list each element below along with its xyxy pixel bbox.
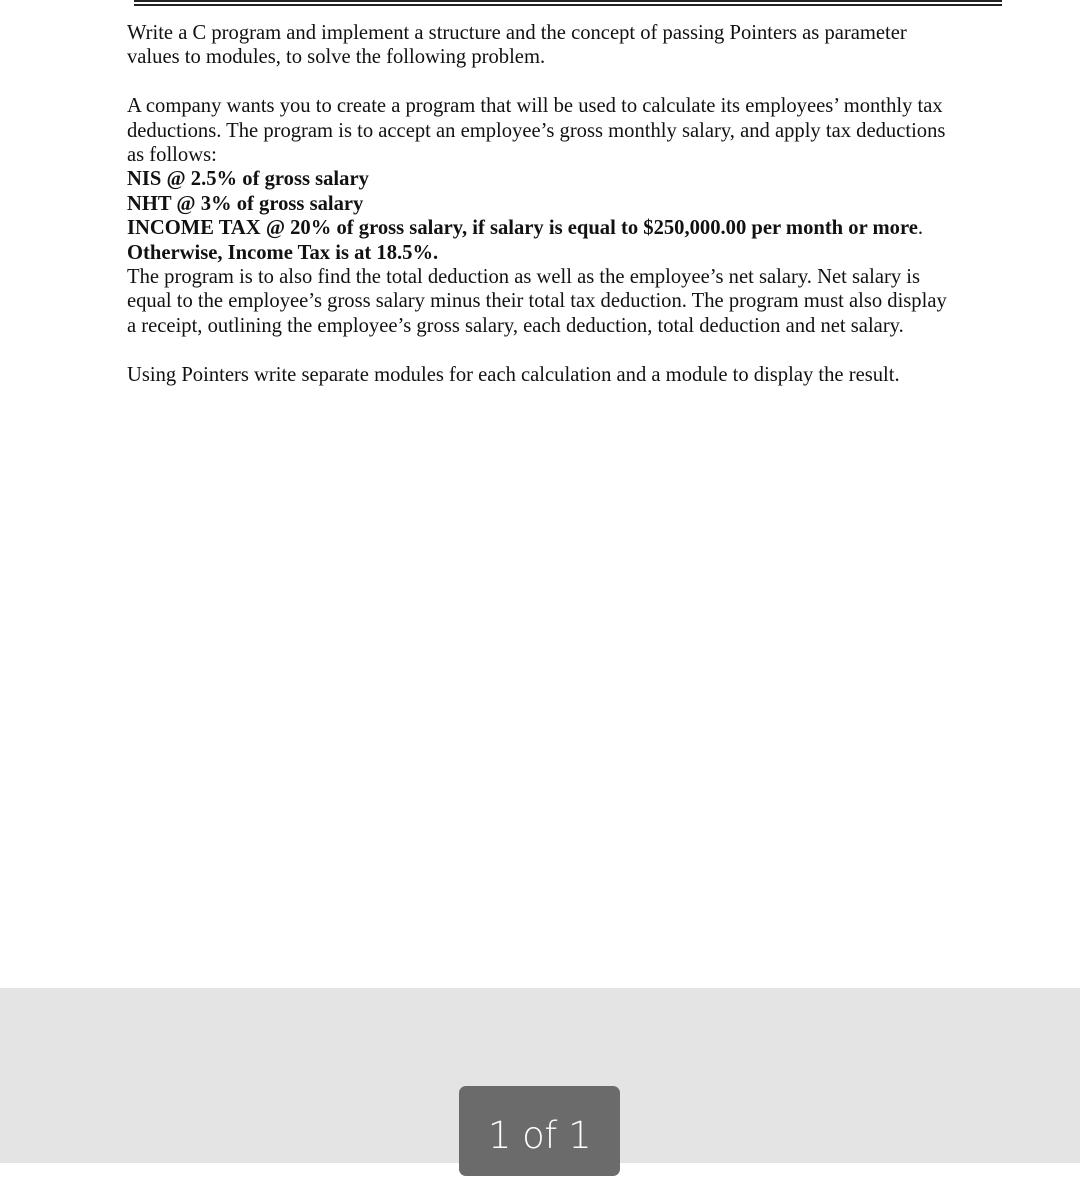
problem-paragraph: A company wants you to create a program that will be used to calculate its employees’ monthly tax deductions. The program is to accept an employee’s gross monthly salary, and apply tax deductions as follows: bbox=[127, 95, 946, 167]
viewer-footer bbox=[0, 988, 1080, 1163]
rule-income-tax-text: INCOME TAX @ 20% of gross salary, if salary is equal to $250,000.00 per month or more bbox=[127, 217, 918, 240]
paragraph-gap bbox=[127, 70, 957, 94]
page-indicator: 1 of 1 bbox=[459, 1086, 620, 1176]
rule-nht: NHT @ 3% of gross salary bbox=[127, 192, 364, 215]
rule-income-tax-period: . bbox=[917, 217, 924, 240]
rule-nis: NIS @ 2.5% of gross salary bbox=[127, 168, 369, 191]
rule-income-tax bbox=[127, 216, 957, 240]
closing-paragraph: Using Pointers write separate modules for each calculation and a module to display the result. bbox=[127, 363, 900, 386]
net-salary-paragraph: The program is to also find the total deduction as well as the employee’s net salary. Net salary is equal to the employee’s gross salary minus their total tax deduction. The program must also display a receipt, outlining the employee’s gross salary, each deduction, total deduction and net salary. bbox=[127, 266, 947, 337]
page-top-border bbox=[134, 0, 1002, 6]
rule-otherwise: Otherwise, Income Tax is at 18.5%. bbox=[127, 241, 439, 264]
paragraph-gap bbox=[127, 338, 957, 362]
intro-paragraph: Write a C program and implement a structure and the concept of passing Pointers as parameter values to modules, to solve the following problem. bbox=[127, 22, 907, 69]
document-body bbox=[127, 21, 957, 387]
